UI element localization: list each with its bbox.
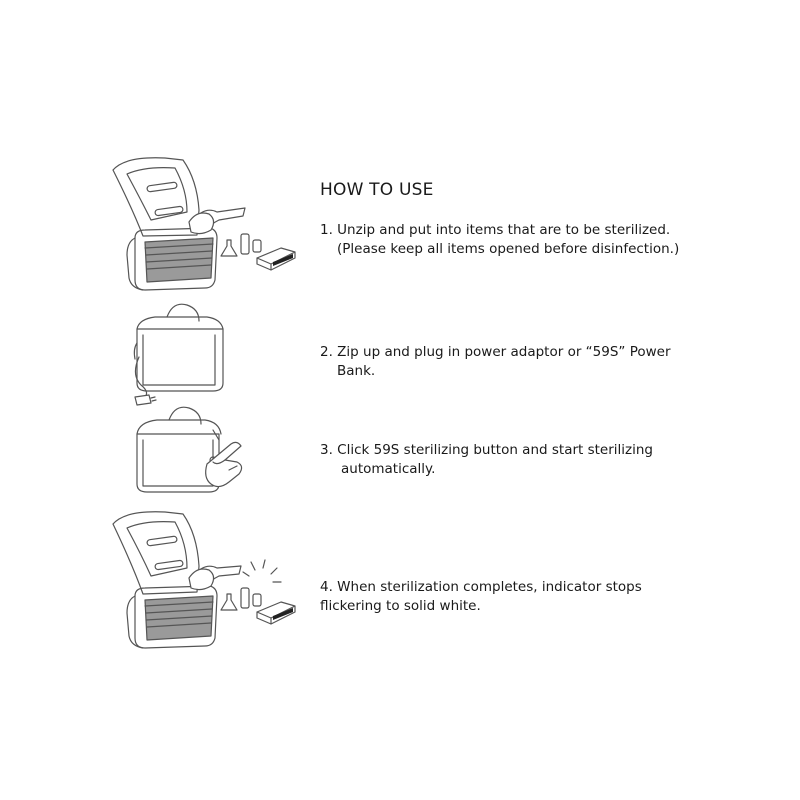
step-2-instruction: [320, 343, 671, 381]
bag-body: [137, 329, 223, 391]
illustration-step-3: [125, 400, 255, 500]
flask-icon: [221, 594, 237, 610]
step-1-line-2: (Please keep all items opened before disinfection.): [337, 241, 680, 257]
cup-icon: [253, 594, 261, 606]
step-2-line-1: 2. Zip up and plug in power adaptor or “59S” Power: [320, 344, 671, 360]
step-2-line-2: Bank.: [337, 363, 376, 379]
bag-inner-line: [143, 335, 215, 385]
power-cable: [135, 357, 146, 399]
step-3-line-2: automatically.: [341, 461, 436, 477]
step-4-line-2: flickering to solid white.: [320, 598, 481, 614]
step-1-line-1: 1. Unzip and put into items that are to be sterilized.: [320, 222, 671, 238]
bag-body: [137, 434, 219, 492]
step-3-instruction: [320, 441, 653, 479]
lid-inner: [127, 168, 187, 220]
cup-icon: [253, 240, 261, 252]
page-title: HOW TO USE: [320, 180, 434, 200]
lid-pocket-2: [155, 206, 184, 216]
illustration-step-2: [125, 295, 245, 415]
hand: [189, 213, 214, 234]
lid-pocket-1: [147, 536, 178, 546]
lid-pocket-2: [155, 560, 184, 570]
zip-line: [213, 430, 219, 440]
step-4-instruction: [320, 578, 642, 616]
bag-top: [137, 420, 221, 434]
illustration-step-4: [105, 510, 305, 660]
flask-icon: [221, 240, 237, 256]
step-3-line-1: 3. Click 59S sterilizing button and start sterilizing: [320, 442, 653, 458]
indicator-light-icon: [243, 560, 281, 582]
illustration-step-1: [105, 150, 305, 300]
bag-inner-line: [143, 440, 213, 486]
bottle-icon: [241, 588, 249, 608]
step-4-line-1: 4. When sterilization completes, indicator stops: [320, 579, 642, 595]
bag-top: [137, 317, 223, 329]
lid-pocket-1: [147, 182, 178, 192]
step-1-instruction: [320, 221, 679, 259]
bag-handle: [169, 407, 201, 424]
lid-inner: [127, 522, 187, 576]
bag-handle: [167, 304, 199, 321]
hand: [189, 569, 214, 590]
bottle-icon: [241, 234, 249, 254]
hand-icon: [206, 442, 242, 486]
